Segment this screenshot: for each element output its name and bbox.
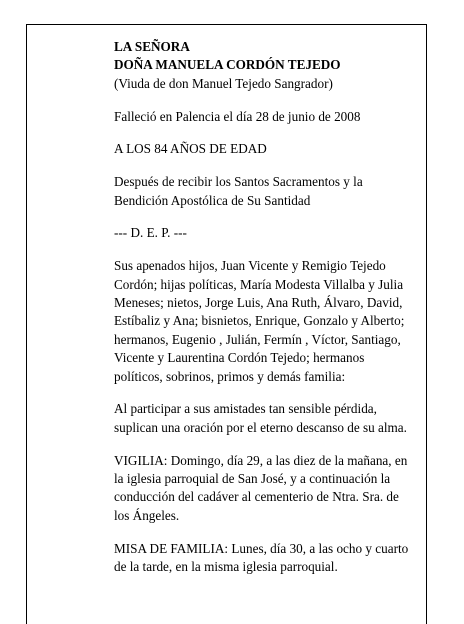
rip-line: --- D. E. P. ---: [114, 225, 187, 241]
request-line: suplican una oración por el eterno descanso de su alma.: [114, 419, 407, 435]
deceased-name: DOÑA MANUELA CORDÓN TEJEDO: [114, 57, 341, 73]
vigil-line: VIGILIA: Domingo, día 29, a las diez de la mañana, en: [114, 452, 408, 468]
family-paragraph: [114, 257, 429, 386]
widow-note: (Viuda de don Manuel Tejedo Sangrador): [114, 75, 333, 91]
request-line: Al participar a sus amistades tan sensible pérdida,: [114, 401, 377, 417]
vigil-line: conducción del cadáver al cementerio de Ntra. Sra. de: [114, 489, 399, 505]
deceased-title: LA SEÑORA: [114, 39, 190, 54]
family-line: Meneses; nietos, Jorge Luis, Ana Ruth, Álvaro, David,: [114, 295, 403, 311]
family-line: Cordón; hijas políticas, María Modesta Villalba y Julia: [114, 276, 404, 292]
vigil-line: los Ángeles.: [114, 507, 180, 523]
vigil-paragraph: [114, 452, 429, 526]
family-line: Estíbaliz y Ana; bisnietos, Enrique, Gonzalo y Alberto;: [114, 313, 405, 329]
mass-paragraph: [114, 540, 429, 577]
family-line: Sus apenados hijos, Juan Vicente y Remigio Tejedo: [114, 258, 386, 274]
family-line: Vicente y Laurentina Cordón Tejedo; hermanos: [114, 350, 365, 366]
family-line: políticos, sobrinos, primos y demás familia:: [114, 368, 346, 384]
mass-line: MISA DE FAMILIA: Lunes, día 30, a las ocho y cuarto: [114, 540, 409, 556]
mass-line: de la tarde, en la misma iglesia parroquial.: [114, 559, 338, 575]
sacraments-line-1: Después de recibir los Santos Sacramentos y la: [114, 174, 363, 190]
request-paragraph: [114, 400, 429, 437]
obituary-notice: [114, 38, 429, 576]
vigil-line: la iglesia parroquial de San José, y a continuación la: [114, 471, 391, 487]
age-line: A LOS 84 AÑOS DE EDAD: [114, 141, 267, 157]
sacraments-line-2: Bendición Apostólica de Su Santidad: [114, 192, 311, 208]
family-line: hermanos, Eugenio , Julián, Fermín , Víctor, Santiago,: [114, 331, 401, 347]
death-notice: Falleció en Palencia el día 28 de junio de 2008: [114, 108, 361, 124]
